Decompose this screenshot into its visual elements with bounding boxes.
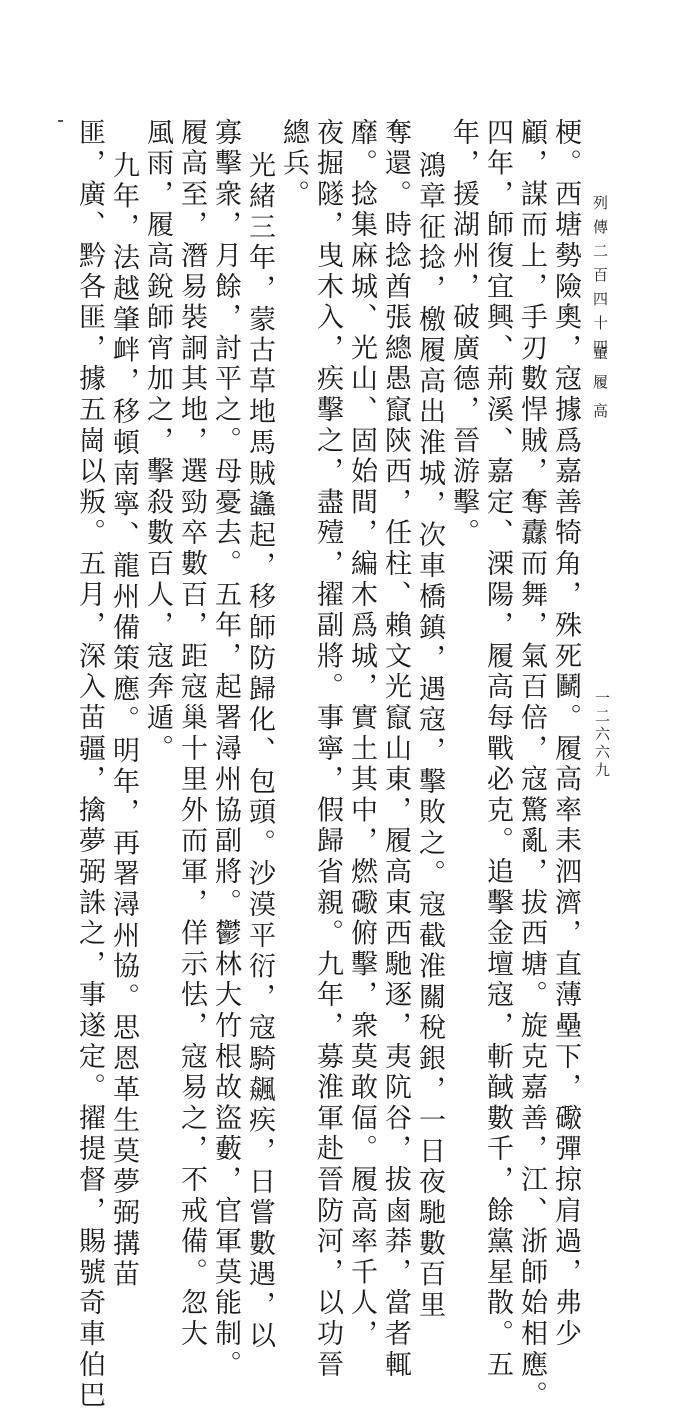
text-column-5: 鴻章征捻，檄履高出淮城，次車橋鎮，遇寇，擊敗之。寇截淮關稅銀，一日夜馳數百里 [414,151,445,1322]
text-column-7: 靡。捻集麻城、光山、固始間，編木爲城，實土其中，燃礮俯擊，衆莫敢偪。履高率千人， [346,118,377,1350]
margin-mark [58,120,63,122]
text-column-11: 寡擊衆，月餘，討平之。母憂去。五年，起署潯州協副將。鬱林大竹根故盜藪，官軍莫能制。 [210,118,241,1381]
text-column-3: 四年，師復宜興、荊溪、嘉定、溧陽，履高每戰必克。追擊金壇寇，斬馘數千，餘黨星散。五 [482,118,513,1381]
text-column-8: 夜掘隧，曳木入，疾擊之，盡殪，擢副將。事寧，假歸省親。九年，募淮軍赴晉防河，以功晉 [312,118,343,1381]
text-column-15: 匪，廣、黔各匪，據五崗以叛。五月，深入苗疆，擒夢弼誅之，事遂定。擢提督，賜號奇車伯巴 [74,118,105,1412]
text-column-9: 總兵。 [278,118,309,211]
text-column-10: 光緒三年，蒙古草地馬賊蠭起，移師防歸化、包頭。沙漠平衍，寇騎飆疾，日嘗數遇，以 [244,151,275,1353]
text-column-13: 風雨，履高銳師宵加之，擊殺數百人，寇奔遁。 [142,118,173,765]
text-column-12: 履高至，潛易裝詗其地，選勁卒數百，距寇巢十里外而軍，佯示怯，寇易之，不戒備。忽大 [176,118,207,1350]
text-column-6: 奪還。時捻酋張總愚竄陝西，任柱、賴文光竄山東，履高東西馳逐，夷阬谷，拔鹵莽，當者輒 [380,118,411,1381]
text-column-14: 九年，法越肇衅，移頓南寧、龍州備策應。明年，再署潯州協。思恩革生莫夢弼搆苗 [108,151,139,1291]
running-header-title: 列傳二百四十四 [591,195,609,363]
text-column-1: 梗。西塘勢險奧，寇據爲嘉善犄角，殊死鬭。履高率耒泗濟，直薄壘下，礮彈掠肩過，弗少 [550,118,581,1350]
page-number: 一二六六九 [593,690,611,780]
text-column-4: 年，援湖州，破廣德，晉游擊。 [448,118,479,550]
running-header-name: 董履高 [591,345,609,432]
text-column-2: 顧，謀而上，手刃數悍賊，奪纛而舞，氣百倍，寇驚亂，拔西塘。旋克嘉善，江、浙師始相應。 [516,118,547,1412]
